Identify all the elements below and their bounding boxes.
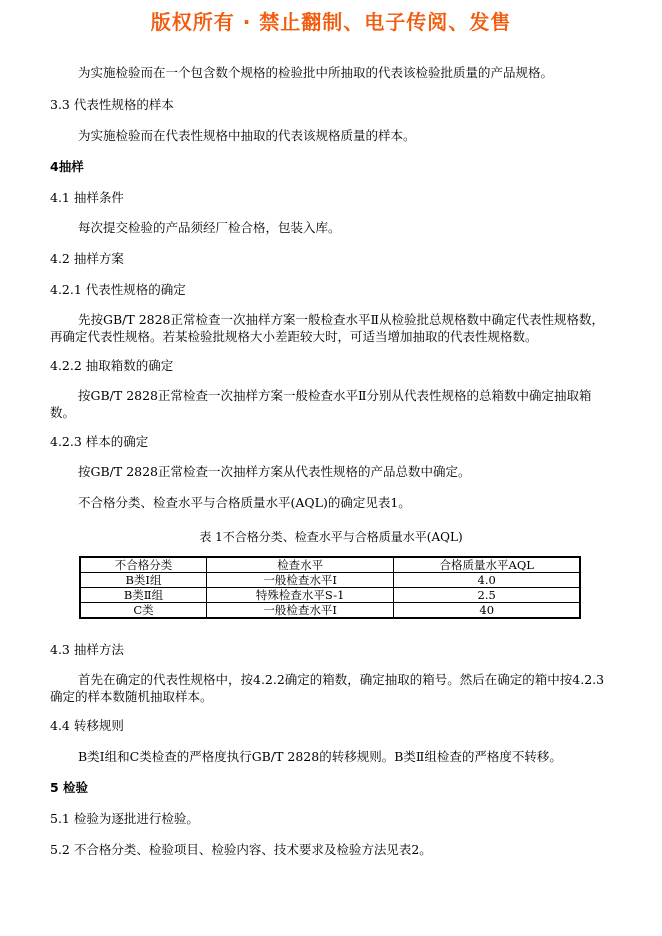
paragraph: 为实施检验而在代表性规格中抽取的代表该规格质量的样本。 <box>78 128 416 143</box>
section-heading-4: 4抽样 <box>50 159 84 174</box>
table-cell: C类 <box>80 603 206 619</box>
table-cell: B类Ⅱ组 <box>80 588 206 603</box>
section-heading-4-4: 4.4 转移规则 <box>50 718 124 733</box>
aql-table <box>79 556 581 619</box>
paragraph: 为实施检验而在一个包含数个规格的检验批中所抽取的代表该检验批质量的产品规格。 <box>78 65 554 80</box>
section-heading-4-2-2: 4.2.2 抽取箱数的确定 <box>50 358 174 373</box>
table-row <box>80 588 580 603</box>
table-cell: 4.0 <box>394 573 580 588</box>
table-caption: 表 1不合格分类、检查水平与合格质量水平(AQL) <box>199 530 463 544</box>
paragraph-4-3: 首先在确定的代表性规格中，按4.2.2确定的箱数，确定抽取的箱号。然后在确定的箱中按4.2.3确定的样本数随机抽取样本。 <box>50 672 605 704</box>
table-row <box>80 603 580 619</box>
section-heading-4-1: 4.1 抽样条件 <box>50 190 124 205</box>
table-cell: 一般检查水平Ⅰ <box>206 603 393 619</box>
paragraph: 每次提交检验的产品须经厂检合格，包装入库。 <box>78 220 341 235</box>
section-heading-4-2-1: 4.2.1 代表性规格的确定 <box>50 282 186 297</box>
table-cell: 2.5 <box>394 588 580 603</box>
table-cell: 40 <box>394 603 580 619</box>
section-heading-3-3: 3.3 代表性规格的样本 <box>50 97 174 112</box>
table-header-cell: 不合格分类 <box>80 557 206 573</box>
table-header-row <box>80 557 580 573</box>
section-heading-4-2: 4.2 抽样方案 <box>50 251 124 266</box>
table-row <box>80 573 580 588</box>
section-heading-5-1: 5.1 检验为逐批进行检验。 <box>50 811 199 826</box>
table-cell: B类Ⅰ组 <box>80 573 206 588</box>
table-header-cell: 合格质量水平AQL <box>394 557 580 573</box>
paragraph: B类Ⅰ组和C类检查的严格度执行GB/T 2828的转移规则。B类Ⅱ组检查的严格度不转移。 <box>78 749 562 764</box>
table-cell: 特殊检查水平S-1 <box>206 588 393 603</box>
paragraph: 按GB/T 2828正常检查一次抽样方案从代表性规格的产品总数中确定。 <box>78 464 471 479</box>
section-heading-4-3: 4.3 抽样方法 <box>50 642 124 657</box>
section-heading-5-2: 5.2 不合格分类、检验项目、检验内容、技术要求及检验方法见表2。 <box>50 842 432 857</box>
paragraph: 不合格分类、检查水平与合格质量水平(AQL)的确定见表1。 <box>78 495 411 510</box>
paragraph-4-2-1: 先按GB/T 2828正常检查一次抽样方案一般检查水平Ⅱ从检验批总规格数中确定代表性规格数，再确定代表性规格。若某检验批规格大小差距较大时，可适当增加抽取的代表性规格数。 <box>50 312 605 344</box>
paragraph-4-2-2: 按GB/T 2828正常检查一次抽样方案一般检查水平Ⅱ分别从代表性规格的总箱数中确定抽取箱数。 <box>50 388 592 420</box>
section-heading-5: 5 检验 <box>50 780 89 795</box>
copyright-banner: 版权所有 · 禁止翻制、电子传阅、发售 <box>150 10 512 34</box>
table-cell: 一般检查水平Ⅰ <box>206 573 393 588</box>
section-heading-4-2-3: 4.2.3 样本的确定 <box>50 434 149 449</box>
table-header-cell: 检查水平 <box>206 557 393 573</box>
